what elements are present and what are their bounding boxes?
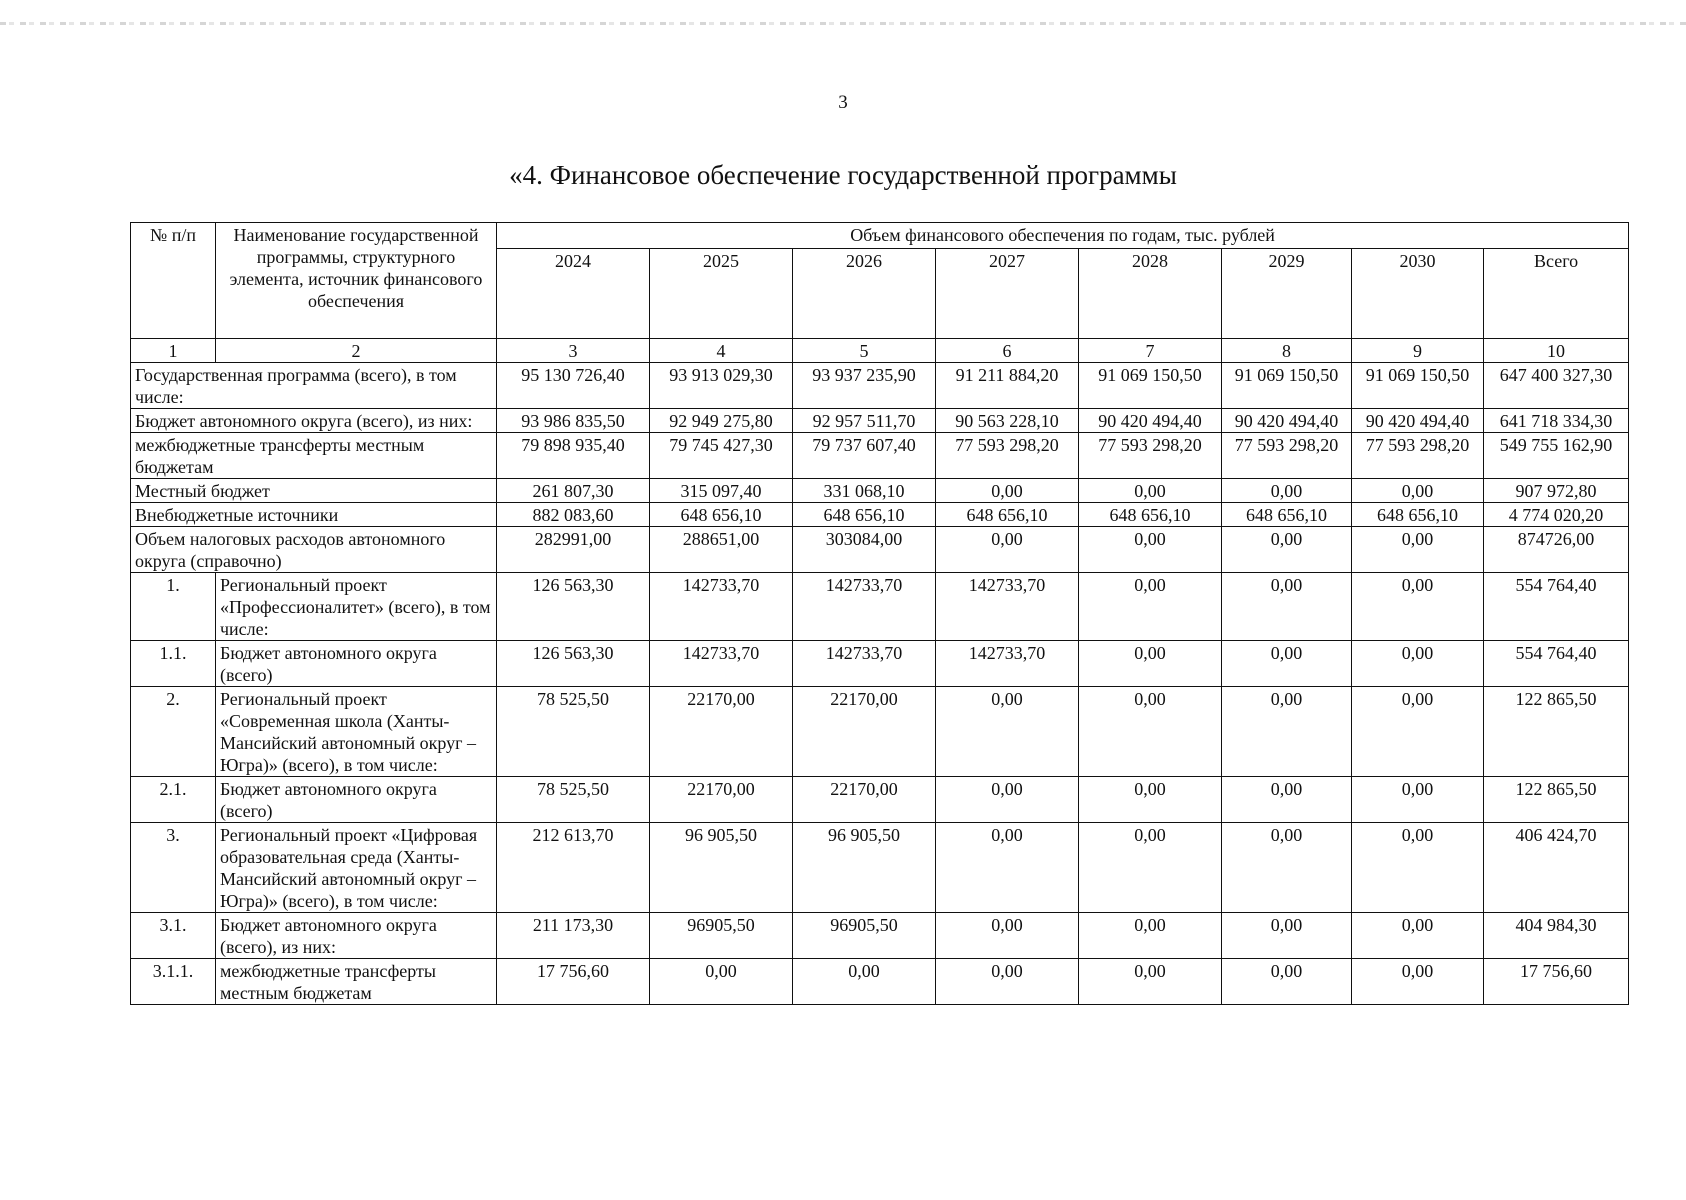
year-header: 2029 [1222, 249, 1352, 339]
value-cell: 0,00 [1079, 479, 1222, 503]
value-cell: 0,00 [1352, 959, 1484, 1005]
column-index: 5 [793, 339, 936, 363]
value-cell: 77 593 298,20 [1352, 433, 1484, 479]
value-cell: 0,00 [936, 687, 1079, 777]
row-number: 1.1. [131, 641, 216, 687]
column-index-row [131, 339, 1629, 363]
value-cell: 96 905,50 [793, 823, 936, 913]
value-cell: 122 865,50 [1484, 687, 1629, 777]
column-index: 4 [650, 339, 793, 363]
value-cell: 0,00 [936, 479, 1079, 503]
section-title: «4. Финансовое обеспечение государственной программы [509, 160, 1177, 190]
value-cell: 78 525,50 [497, 777, 650, 823]
value-cell: 0,00 [1079, 573, 1222, 641]
value-cell: 406 424,70 [1484, 823, 1629, 913]
row-number: 1. [131, 573, 216, 641]
value-cell: 0,00 [1079, 687, 1222, 777]
value-cell: 0,00 [1079, 823, 1222, 913]
value-cell: 0,00 [1222, 913, 1352, 959]
value-cell: 549 755 162,90 [1484, 433, 1629, 479]
row-name: Бюджет автономного округа (всего), из них: [131, 409, 497, 433]
value-cell: 92 949 275,80 [650, 409, 793, 433]
total-header: Всего [1484, 249, 1629, 339]
column-index: 6 [936, 339, 1079, 363]
value-cell: 0,00 [1079, 959, 1222, 1005]
table-row [131, 823, 1629, 913]
value-cell: 0,00 [1222, 959, 1352, 1005]
scan-edge-noise [0, 22, 1686, 25]
column-index: 9 [1352, 339, 1484, 363]
value-cell: 0,00 [1352, 573, 1484, 641]
value-cell: 93 986 835,50 [497, 409, 650, 433]
value-cell: 17 756,60 [497, 959, 650, 1005]
table-row [131, 777, 1629, 823]
value-cell: 79 898 935,40 [497, 433, 650, 479]
value-cell: 96905,50 [650, 913, 793, 959]
value-cell: 315 097,40 [650, 479, 793, 503]
value-cell: 96905,50 [793, 913, 936, 959]
value-cell: 22170,00 [793, 687, 936, 777]
value-cell: 91 069 150,50 [1222, 363, 1352, 409]
value-cell: 142733,70 [650, 573, 793, 641]
value-cell: 22170,00 [650, 777, 793, 823]
header-name: Наименование государственной программы, структурного элемента, источник финансового обеспечения [216, 223, 497, 339]
value-cell: 648 656,10 [936, 503, 1079, 527]
value-cell: 0,00 [1079, 913, 1222, 959]
value-cell: 212 613,70 [497, 823, 650, 913]
row-name: Региональный проект «Профессионалитет» (всего), в том числе: [216, 573, 497, 641]
row-name: Бюджет автономного округа (всего) [216, 641, 497, 687]
table-row [131, 641, 1629, 687]
value-cell: 0,00 [1352, 913, 1484, 959]
value-cell: 303084,00 [793, 527, 936, 573]
table-row [131, 913, 1629, 959]
row-number: 3.1. [131, 913, 216, 959]
column-index: 10 [1484, 339, 1629, 363]
value-cell: 126 563,30 [497, 641, 650, 687]
value-cell: 0,00 [1222, 687, 1352, 777]
row-number: 3.1.1. [131, 959, 216, 1005]
value-cell: 126 563,30 [497, 573, 650, 641]
value-cell: 0,00 [936, 823, 1079, 913]
row-name: Государственная программа (всего), в том числе: [131, 363, 497, 409]
value-cell: 90 563 228,10 [936, 409, 1079, 433]
year-header: 2027 [936, 249, 1079, 339]
value-cell: 288651,00 [650, 527, 793, 573]
value-cell: 79 737 607,40 [793, 433, 936, 479]
value-cell: 90 420 494,40 [1352, 409, 1484, 433]
table-row [131, 573, 1629, 641]
summary-row [131, 503, 1629, 527]
value-cell: 211 173,30 [497, 913, 650, 959]
value-cell: 0,00 [1222, 777, 1352, 823]
value-cell: 0,00 [650, 959, 793, 1005]
value-cell: 0,00 [1352, 479, 1484, 503]
value-cell: 77 593 298,20 [1079, 433, 1222, 479]
year-header: 2026 [793, 249, 936, 339]
value-cell: 0,00 [1222, 641, 1352, 687]
summary-row [131, 363, 1629, 409]
value-cell: 93 937 235,90 [793, 363, 936, 409]
row-number: 3. [131, 823, 216, 913]
value-cell: 78 525,50 [497, 687, 650, 777]
value-cell: 648 656,10 [650, 503, 793, 527]
value-cell: 0,00 [1352, 823, 1484, 913]
row-number: 2. [131, 687, 216, 777]
value-cell: 93 913 029,30 [650, 363, 793, 409]
value-cell: 0,00 [1079, 527, 1222, 573]
row-name: Бюджет автономного округа (всего), из них: [216, 913, 497, 959]
value-cell: 142733,70 [793, 573, 936, 641]
value-cell: 282991,00 [497, 527, 650, 573]
column-index: 1 [131, 339, 216, 363]
value-cell: 0,00 [1222, 479, 1352, 503]
value-cell: 331 068,10 [793, 479, 936, 503]
header-no: № п/п [131, 223, 216, 339]
row-name: межбюджетные трансферты местным бюджетам [131, 433, 497, 479]
value-cell: 92 957 511,70 [793, 409, 936, 433]
year-header: 2024 [497, 249, 650, 339]
year-header: 2028 [1079, 249, 1222, 339]
value-cell: 90 420 494,40 [1222, 409, 1352, 433]
row-number: 2.1. [131, 777, 216, 823]
value-cell: 554 764,40 [1484, 641, 1629, 687]
row-name: Бюджет автономного округа (всего) [216, 777, 497, 823]
value-cell: 95 130 726,40 [497, 363, 650, 409]
value-cell: 4 774 020,20 [1484, 503, 1629, 527]
value-cell: 142733,70 [936, 573, 1079, 641]
value-cell: 648 656,10 [793, 503, 936, 527]
value-cell: 0,00 [936, 959, 1079, 1005]
row-name: Региональный проект «Современная школа (Ханты-Мансийский автономный округ – Югра)» (всего), в том числе: [216, 687, 497, 777]
value-cell: 0,00 [1222, 573, 1352, 641]
value-cell: 0,00 [1352, 777, 1484, 823]
value-cell: 0,00 [936, 777, 1079, 823]
value-cell: 0,00 [936, 913, 1079, 959]
value-cell: 0,00 [1079, 777, 1222, 823]
value-cell: 77 593 298,20 [936, 433, 1079, 479]
value-cell: 90 420 494,40 [1079, 409, 1222, 433]
value-cell: 91 069 150,50 [1079, 363, 1222, 409]
value-cell: 0,00 [1079, 641, 1222, 687]
value-cell: 96 905,50 [650, 823, 793, 913]
value-cell: 907 972,80 [1484, 479, 1629, 503]
page-number: 3 [838, 92, 848, 113]
year-header: 2030 [1352, 249, 1484, 339]
table-row [131, 687, 1629, 777]
table-row [131, 959, 1629, 1005]
value-cell: 648 656,10 [1222, 503, 1352, 527]
row-name: межбюджетные трансферты местным бюджетам [216, 959, 497, 1005]
value-cell: 142733,70 [650, 641, 793, 687]
value-cell: 122 865,50 [1484, 777, 1629, 823]
value-cell: 0,00 [1222, 527, 1352, 573]
value-cell: 22170,00 [793, 777, 936, 823]
financing-table [130, 222, 1629, 1005]
summary-row [131, 527, 1629, 573]
value-cell: 22170,00 [650, 687, 793, 777]
value-cell: 142733,70 [936, 641, 1079, 687]
summary-row [131, 479, 1629, 503]
value-cell: 77 593 298,20 [1222, 433, 1352, 479]
value-cell: 0,00 [793, 959, 936, 1005]
header-group: Объем финансового обеспечения по годам, тыс. рублей [497, 223, 1629, 249]
row-name: Объем налоговых расходов автономного округа (справочно) [131, 527, 497, 573]
value-cell: 404 984,30 [1484, 913, 1629, 959]
value-cell: 641 718 334,30 [1484, 409, 1629, 433]
column-index: 8 [1222, 339, 1352, 363]
column-index: 3 [497, 339, 650, 363]
row-name: Местный бюджет [131, 479, 497, 503]
value-cell: 0,00 [1222, 823, 1352, 913]
value-cell: 17 756,60 [1484, 959, 1629, 1005]
value-cell: 882 083,60 [497, 503, 650, 527]
summary-row [131, 409, 1629, 433]
value-cell: 142733,70 [793, 641, 936, 687]
column-index: 2 [216, 339, 497, 363]
value-cell: 0,00 [1352, 687, 1484, 777]
value-cell: 91 211 884,20 [936, 363, 1079, 409]
row-name: Внебюджетные источники [131, 503, 497, 527]
value-cell: 0,00 [1352, 641, 1484, 687]
column-index: 7 [1079, 339, 1222, 363]
value-cell: 647 400 327,30 [1484, 363, 1629, 409]
value-cell: 261 807,30 [497, 479, 650, 503]
value-cell: 554 764,40 [1484, 573, 1629, 641]
value-cell: 648 656,10 [1352, 503, 1484, 527]
value-cell: 648 656,10 [1079, 503, 1222, 527]
value-cell: 0,00 [936, 527, 1079, 573]
summary-row [131, 433, 1629, 479]
value-cell: 91 069 150,50 [1352, 363, 1484, 409]
value-cell: 0,00 [1352, 527, 1484, 573]
header-row-1 [131, 223, 1629, 249]
year-header: 2025 [650, 249, 793, 339]
row-name: Региональный проект «Цифровая образовательная среда (Ханты-Мансийский автономный округ – Югра)» (всего), в том числе: [216, 823, 497, 913]
value-cell: 874726,00 [1484, 527, 1629, 573]
value-cell: 79 745 427,30 [650, 433, 793, 479]
